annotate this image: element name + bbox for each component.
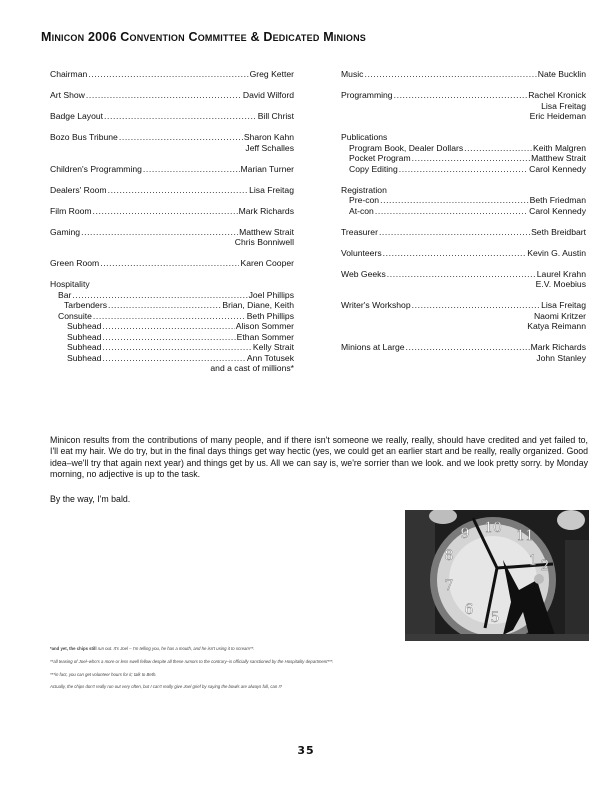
credit-name: Ann Totusek	[246, 352, 294, 363]
credit-role: Copy Editing	[349, 163, 398, 174]
credit-role: Green Room	[50, 258, 100, 268]
page-title: Minicon 2006 Convention Committee & Dedicated Minions	[41, 30, 367, 44]
credit-name-extra: Lisa Freitag	[541, 100, 586, 111]
credit-name-extra: Eric Heideman	[529, 111, 586, 121]
credit-row	[341, 300, 586, 311]
credit-row	[50, 332, 294, 343]
credit-name-extra: Jeff Schalles	[245, 142, 294, 153]
credit-name: Seth Breidbart	[531, 226, 586, 237]
clock-numeral: 7	[444, 578, 454, 594]
bald-paragraph: By the way, I'm bald.	[50, 494, 131, 504]
credit-role: Subhead	[67, 342, 102, 352]
credit-name: Joel Phillips	[248, 289, 294, 300]
leader-dots	[387, 269, 536, 280]
footnote-3: ***in fact, you can get volunteer hours for it; talk to Beth.	[50, 672, 157, 677]
credit-entry	[50, 69, 294, 80]
credit-row	[50, 290, 294, 301]
credit-name: Beth Friedman	[529, 195, 586, 205]
credit-name: Ethan Sommer	[236, 331, 294, 342]
credit-name: David Wilford	[242, 90, 294, 100]
hospitality-tail: and a cast of millions*	[210, 363, 294, 373]
credit-row	[50, 227, 294, 238]
credit-row	[341, 227, 586, 238]
credit-row	[341, 248, 586, 259]
credit-role: Film Room	[50, 205, 92, 216]
leader-dots	[86, 90, 242, 101]
leader-dots	[88, 69, 248, 80]
leader-dots	[108, 185, 249, 196]
leader-dots	[406, 342, 530, 353]
leader-dots	[379, 227, 530, 238]
leader-dots	[412, 300, 540, 311]
credit-name-extra: Chris Bonniwell	[234, 237, 294, 247]
footnote-1-rest: run out. It's Joel – I'm telling you, he has a mouth, and he isn't using it to scream**.	[96, 646, 255, 651]
credit-row	[341, 153, 586, 164]
credit-row	[341, 206, 586, 217]
credit-row	[50, 258, 294, 269]
credit-role: Children's Programming	[50, 163, 142, 174]
leader-dots	[102, 332, 235, 343]
credit-role: Dealers' Room	[50, 184, 107, 195]
credit-entry	[50, 132, 294, 153]
credit-row	[50, 69, 294, 80]
credit-name: Kevin G. Austin	[527, 247, 586, 258]
credit-entry	[50, 227, 294, 248]
credit-role: Art Show	[50, 90, 85, 100]
clock-numeral: 5	[490, 610, 500, 626]
leader-dots	[364, 69, 536, 80]
credit-name: Sharon Kahn	[243, 132, 294, 142]
credit-name: Mark Richards	[530, 342, 586, 352]
credit-name: Matthew Strait	[531, 153, 586, 163]
leader-dots	[102, 342, 252, 353]
credit-name: Alison Sommer	[235, 321, 294, 331]
credit-name: Karen Cooper	[240, 258, 294, 268]
credit-entry	[341, 269, 586, 290]
clock-numeral: 9	[460, 526, 470, 542]
credit-role: Bar	[58, 289, 72, 300]
credit-row	[341, 195, 586, 206]
leader-dots	[412, 153, 530, 164]
credit-name: Carol Kennedy	[529, 205, 586, 216]
credit-row	[50, 342, 294, 353]
credit-role: Pre-con	[349, 195, 380, 205]
clock-numeral: 6	[464, 602, 474, 618]
credit-name: Rachel Kronick	[528, 90, 586, 100]
credit-name: Keith Malgren	[532, 142, 586, 153]
credit-row	[50, 206, 294, 217]
credit-entry	[50, 185, 294, 196]
credit-role: Program Book, Dealer Dollars	[349, 142, 464, 153]
right-column	[341, 69, 586, 374]
credit-name-extra: Naomi Kritzer	[533, 310, 586, 321]
hospitality-heading: Hospitality	[50, 279, 90, 289]
credit-row	[341, 90, 586, 101]
credit-role: Badge Layout	[50, 111, 104, 121]
leader-dots	[394, 90, 528, 101]
credit-name: Lisa Freitag	[541, 300, 586, 310]
leader-dots	[72, 290, 247, 301]
leader-dots	[375, 206, 528, 217]
credit-name: Nate Bucklin	[537, 69, 586, 79]
credit-entry	[50, 111, 294, 122]
credit-name: Bill Christ	[257, 111, 294, 121]
clock-photo	[405, 510, 589, 641]
credit-entry	[341, 69, 586, 80]
credit-name-extra: E.V. Moebius	[535, 279, 586, 289]
credit-entry	[50, 90, 294, 101]
leader-dots	[143, 164, 240, 175]
credit-name: Marian Turner	[240, 163, 294, 174]
leader-dots	[119, 132, 243, 143]
footnote-4: Actually, the chips don't really run out very often, but I can't really give Joel grief by saying the bowls are always full, can I?	[50, 684, 283, 689]
registration-heading: Registration	[341, 184, 387, 195]
credit-entry	[341, 90, 586, 122]
credit-name: Brian, Diane, Keith	[222, 300, 294, 310]
leader-dots	[102, 353, 245, 364]
credit-entry	[50, 206, 294, 217]
credit-entry	[50, 164, 294, 175]
credit-role: Music	[341, 69, 364, 79]
credit-role: Tarbenders	[64, 300, 107, 310]
credit-role: Subhead	[67, 321, 102, 331]
credit-role: Bozo Bus Tribune	[50, 132, 118, 142]
hospitality-section	[50, 279, 294, 374]
clock-photo-illustration	[405, 510, 589, 641]
publications-section	[341, 132, 586, 174]
credit-entry	[341, 342, 586, 363]
footnote-1-bold: *and yet, the chips still	[50, 646, 97, 651]
credit-entry	[50, 258, 294, 269]
credit-row	[50, 300, 294, 311]
credits-paragraph: Minicon results from the contributions of many people, and if there isn't someone we really, really, should have credited and yet failed to, I'll eat my hair. We do try, but in the final days things get way hectic (yes, we could get an earlier start and be really, really organized. Good idea–we'll try that again next year) and things get by us. All we can say is, we're sorrier than we look. and we look pretty sorry. by Monday morning, no adjective is up to the task.	[50, 435, 588, 480]
credit-role: Consuite	[58, 310, 92, 321]
credit-name: Mark Richards	[238, 205, 294, 216]
credit-role: Programming	[341, 90, 393, 100]
credit-name: Carol Kennedy	[529, 163, 586, 174]
credit-name-extra: John Stanley	[536, 352, 586, 363]
leader-dots	[399, 164, 528, 175]
credit-row	[341, 143, 586, 154]
leader-dots	[102, 321, 234, 332]
credit-row	[341, 342, 586, 353]
leader-dots	[93, 311, 246, 322]
credit-role: Writer's Workshop	[341, 300, 411, 310]
leader-dots	[104, 111, 257, 122]
credit-name: Kelly Strait	[252, 342, 294, 352]
credit-role: Chairman	[50, 69, 88, 79]
credit-name: Beth Phillips	[246, 310, 294, 321]
credit-row	[341, 69, 586, 80]
clock-numeral: 10	[484, 520, 502, 536]
credit-row	[50, 164, 294, 175]
credit-row	[50, 90, 294, 101]
credit-name: Laurel Krahn	[536, 268, 586, 279]
registration-section	[341, 185, 586, 217]
credit-role: At-con	[349, 205, 374, 216]
credit-entry	[341, 227, 586, 238]
credit-row	[341, 164, 586, 175]
footnote-2: **all teasing of Joel–who's a more or less swell fellow despite all these rumors to the contrary–is officially sanctioned by the Hospitality department***.	[50, 659, 334, 664]
footnote-1	[50, 646, 255, 651]
clock-numeral: 11	[516, 528, 534, 544]
credit-role: Treasurer	[341, 226, 378, 237]
credit-role: Subhead	[67, 352, 102, 363]
clock-numeral: 2	[540, 558, 550, 574]
page-number: 35	[297, 744, 315, 757]
leader-dots	[108, 300, 221, 311]
leader-dots	[380, 195, 529, 206]
clock-numeral: 8	[444, 548, 454, 564]
credit-row	[50, 132, 294, 143]
leader-dots	[81, 227, 238, 238]
credit-row	[50, 185, 294, 196]
credit-entry	[341, 248, 586, 259]
leader-dots	[93, 206, 238, 217]
leader-dots	[383, 248, 527, 259]
leader-dots	[464, 143, 532, 154]
credit-role: Gaming	[50, 226, 81, 237]
credit-name-extra: Katya Reimann	[527, 321, 586, 331]
credit-name: Matthew Strait	[239, 226, 294, 237]
credit-entry	[341, 300, 586, 332]
credit-row	[50, 353, 294, 364]
left-column	[50, 69, 294, 384]
clock-numeral: 1	[528, 553, 538, 569]
credit-role: Web Geeks	[341, 268, 386, 279]
publications-heading: Publications	[341, 132, 388, 142]
credit-row	[341, 269, 586, 280]
credit-row	[50, 311, 294, 322]
credit-name: Lisa Freitag	[249, 184, 294, 195]
credit-role: Subhead	[67, 331, 102, 342]
credit-row	[50, 111, 294, 122]
credit-role: Minions at Large	[341, 342, 405, 352]
credit-role: Pocket Program	[349, 153, 411, 163]
credit-role: Volunteers	[341, 247, 382, 258]
leader-dots	[100, 258, 239, 269]
credit-row	[50, 321, 294, 332]
credit-name: Greg Ketter	[249, 69, 294, 79]
